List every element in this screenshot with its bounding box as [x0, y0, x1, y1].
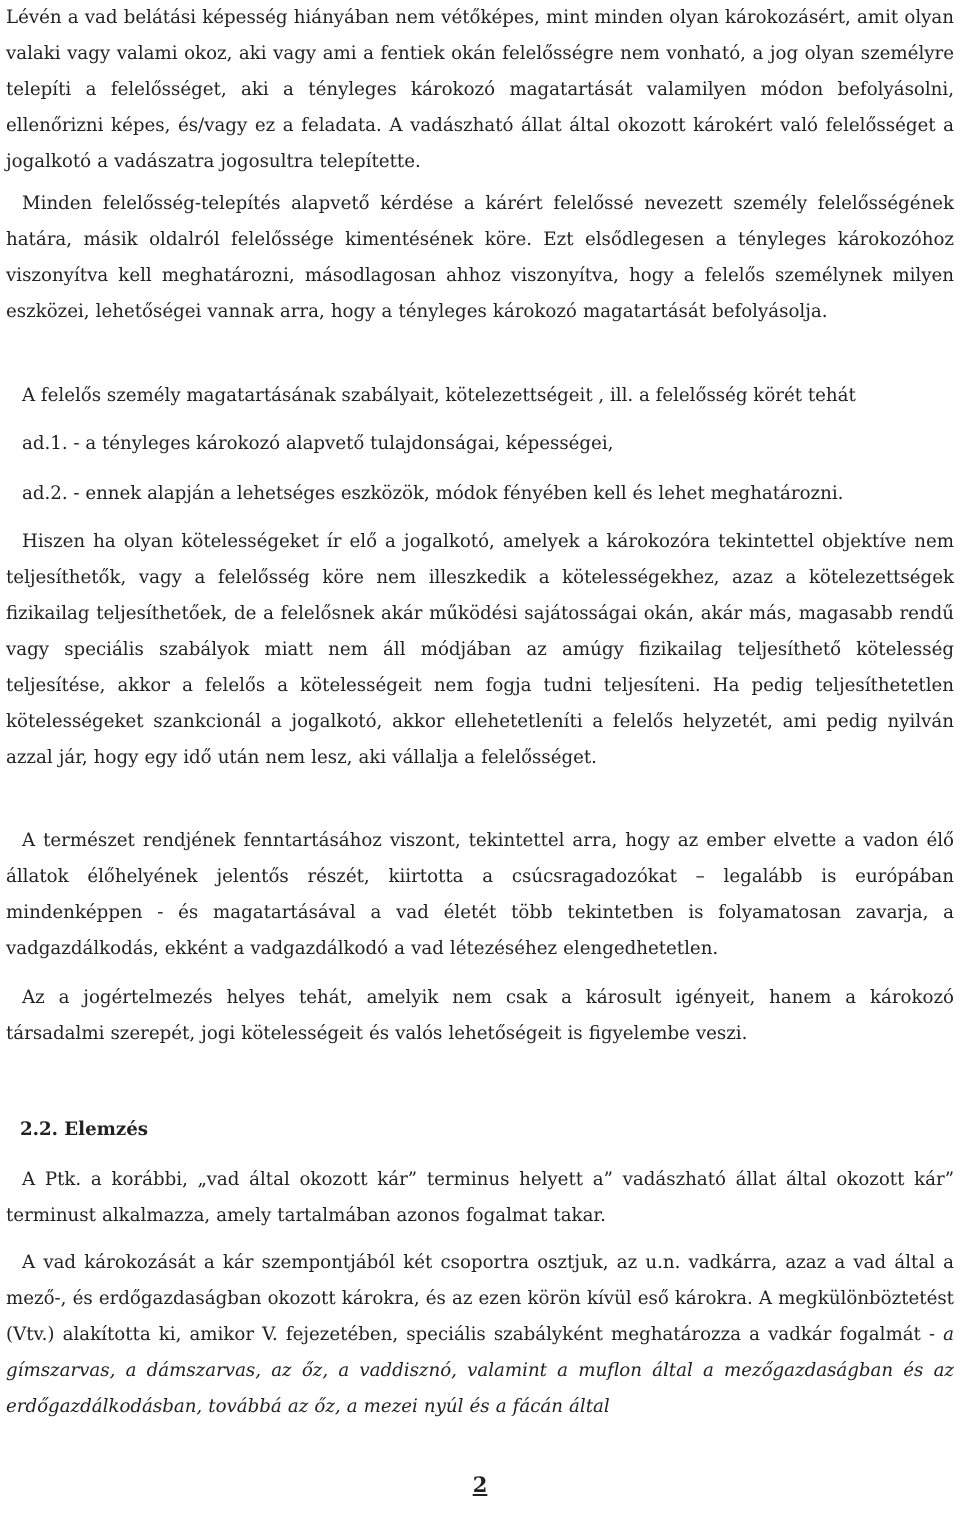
page-number: 2	[472, 1472, 488, 1497]
paragraph-7: A Ptk. a korábbi, „vad által okozott kár” terminus helyett a” vadászható állat által okozott kár” terminust alkalmazza, amely tartalmában azonos fogalmat takar.	[6, 1169, 954, 1226]
list-item-ad2: ad.2. - ennek alapján a lehetséges eszközök, módok fényében kell és lehet meghatározni.	[22, 483, 844, 504]
paragraph-1: Lévén a vad belátási képesség hiányában nem vétőképes, mint minden olyan károkozásért, amit olyan valaki vagy valami okoz, aki vagy ami a fentiek okán felelősségre nem vonható, a jog olyan személyre telepíti a felelősséget, aki a tényleges károkozó magatartását valamilyen módon befolyásolni, ellenőrizni képes, és/vagy ez a feladata. A vadászható állat által okozott károkért való felelősséget a jogalkotó a vadászatra jogosultra telepítette.	[6, 7, 954, 172]
paragraph-5: A természet rendjének fenntartásához viszont, tekintettel arra, hogy az ember elvette a vadon élő állatok élőhelyének jelentős részét, kiirtotta a csúcsragadozókat – legalább is európában mindenképpen - és magatartásával a vad életét több tekintetben is folyamatosan zavarja, a vadgazdálkodás, ekként a vadgazdálkodó a vad létezéséhez elengedhetetlen.	[6, 830, 954, 959]
list-item-ad1: ad.1. - a tényleges károkozó alapvető tulajdonságai, képességei,	[22, 433, 614, 454]
paragraph-8	[6, 1245, 954, 1425]
paragraph-8-text: A vad károkozását a kár szempontjából két csoportra osztjuk, az u.n. vadkárra, azaz a vad által a mező-, és erdőgazdaságban okozott károkra, és az ezen körön kívül eső károkra. A megkülönböztetést (Vtv.) alakította ki, amikor V. fejezetében, speciális szabályként meghatározza a vadkár fogalmát -	[6, 1252, 954, 1345]
paragraph-4: Hiszen ha olyan kötelességeket ír elő a jogalkotó, amelyek a károkozóra tekintettel objektíve nem teljesíthetők, vagy a felelősség köre nem illeszkedik a kötelességekhez, azaz a kötelezettségek fizikailag teljesíthetőek, de a felelősnek akár működési sajátosságai okán, akár más, magasabb rendű vagy speciális szabályok miatt nem áll módjában az amúgy fizikailag teljesíthető kötelesség teljesítése, akkor a felelős a kötelességeit nem fogja tudni teljesíteni. Ha pedig teljesíthetetlen kötelességeket szankcionál a jogalkotó, akkor ellehetetleníti a felelős helyzetét, ami pedig nyilván azzal jár, hogy egy idő után nem lesz, aki vállalja a felelősséget.	[6, 531, 954, 768]
paragraph-2: Minden felelősség-telepítés alapvető kérdése a kárért felelőssé nevezett személy felelősségének határa, másik oldalról felelőssége kimentésének köre. Ezt elsődlegesen a tényleges károkozóhoz viszonyítva kell meghatározni, másodlagosan ahhoz viszonyítva, hogy a felelős személynek milyen eszközei, lehetőségei vannak arra, hogy a tényleges károkozó magatartását befolyásolja.	[6, 193, 954, 322]
paragraph-3: A felelős személy magatartásának szabályait, kötelezettségeit , ill. a felelősség körét tehát	[22, 385, 856, 406]
paragraph-8-italic: a gímszarvas, a dámszarvas, az őz, a vaddisznó, valamint a muflon által a mezőgazdaságban és az erdőgazdálkodásban, továbbá az őz, a mezei nyúl és a fácán által	[6, 1324, 954, 1417]
paragraph-6: Az a jogértelmezés helyes tehát, amelyik nem csak a károsult igényeit, hanem a károkozó társadalmi szerepét, jogi kötelességeit és valós lehetőségeit is figyelembe veszi.	[6, 987, 954, 1044]
section-heading: 2.2. Elemzés	[20, 1119, 149, 1140]
